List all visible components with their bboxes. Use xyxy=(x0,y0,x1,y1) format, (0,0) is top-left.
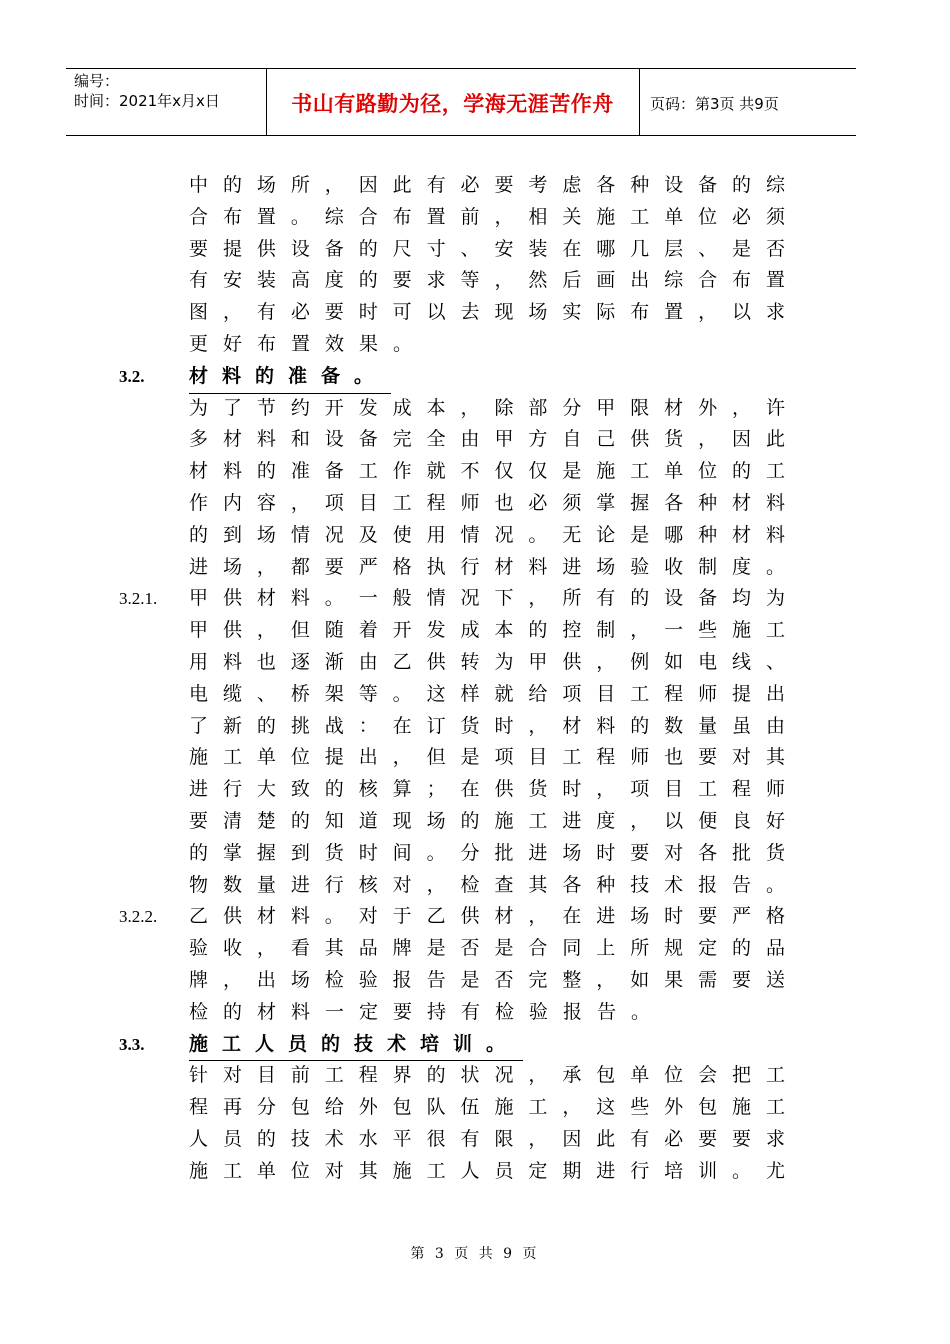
text-line xyxy=(0,552,950,584)
paragraph-line: 针对目前工程界的状况，承包单位会把工 xyxy=(189,1064,785,1087)
paragraph-line: 检的材料一定要持有检验报告。 xyxy=(189,1000,666,1023)
text-line xyxy=(0,711,950,743)
time-label: 时间：2021年x月x日 xyxy=(74,92,220,110)
paragraph-line: 合布置。综合布置前，相关施工单位必须 xyxy=(189,205,785,228)
page-header xyxy=(66,68,856,136)
code-label: 编号： xyxy=(74,72,120,90)
paragraph-line: 了新的挑战：在订货时，材料的数量虽由 xyxy=(189,714,785,737)
paragraph-line: 的掌握到货时间。分批进场时要对各批货 xyxy=(189,841,785,864)
text-line xyxy=(0,901,950,933)
paragraph-line: 图，有必要时可以去现场实际布置，以求 xyxy=(189,301,785,324)
text-line xyxy=(0,647,950,679)
section-title: 施工人员的技术培训。 xyxy=(189,1029,523,1062)
text-line xyxy=(0,1124,950,1156)
text-line xyxy=(0,838,950,870)
text-line xyxy=(0,870,950,902)
text-line xyxy=(0,393,950,425)
text-line xyxy=(0,329,950,361)
text-line xyxy=(0,265,950,297)
paragraph-line: 物数量进行核对，检查其各种技术报告。 xyxy=(189,873,785,896)
text-line xyxy=(0,234,950,266)
paragraph-line: 电缆、桥架等。这样就给项目工程师提出 xyxy=(189,682,785,705)
header-divider xyxy=(639,69,640,135)
text-line xyxy=(0,424,950,456)
paragraph-line: 甲供，但随着开发成本的控制，一些施工 xyxy=(189,619,785,642)
paragraph-line: 甲供材料。一般情况下，所有的设备均为 xyxy=(189,587,785,610)
text-line xyxy=(0,742,950,774)
text-line xyxy=(0,520,950,552)
text-line xyxy=(0,1156,950,1188)
text-line xyxy=(0,997,950,1029)
text-line xyxy=(0,774,950,806)
page-footer: 第 3 页 共 9 页 xyxy=(410,1246,540,1262)
paragraph-line: 进场，都要严格执行材料进场验收制度。 xyxy=(189,555,785,578)
text-line xyxy=(0,806,950,838)
paragraph-line: 验收，看其品牌是否是合同上所规定的品 xyxy=(189,937,785,960)
paragraph-line: 的到场情况及使用情况。无论是哪种材料 xyxy=(189,523,785,546)
section-number: 3.2.1. xyxy=(119,589,158,609)
header-motto: 书山有路勤为径，学海无涯苦作舟 xyxy=(291,92,614,116)
text-line xyxy=(0,297,950,329)
section-heading-3-3 xyxy=(0,1029,950,1061)
text-line xyxy=(0,583,950,615)
section-number: 3.3. xyxy=(119,1034,145,1054)
paragraph-line: 更好布置效果。 xyxy=(189,332,428,355)
paragraph-line: 材料的准备工作就不仅仅是施工单位的工 xyxy=(189,460,785,483)
paragraph-line: 多材料和设备完全由甲方自己供货，因此 xyxy=(189,428,785,451)
paragraph-line: 中的场所，因此有必要考虑各种设备的综 xyxy=(189,174,785,196)
section-title: 材料的准备。 xyxy=(189,361,391,394)
section-number: 3.2.2. xyxy=(119,907,158,927)
paragraph-line: 要提供设备的尺寸、安装在哪几层、是否 xyxy=(189,237,785,260)
paragraph-line: 用料也逐渐由乙供转为甲供，例如电线、 xyxy=(189,650,785,673)
section-heading-3-2 xyxy=(0,361,950,393)
document-body xyxy=(0,170,950,1188)
section-number: 3.2. xyxy=(119,366,145,386)
text-line xyxy=(0,456,950,488)
paragraph-line: 乙供材料。对于乙供材，在进场时要严格 xyxy=(189,905,785,928)
text-line xyxy=(0,615,950,647)
paragraph-line: 为了节约开发成本，除部分甲限材外，许 xyxy=(189,396,785,419)
text-line xyxy=(0,933,950,965)
paragraph-line: 有安装高度的要求等，然后画出综合布置 xyxy=(189,269,785,292)
paragraph-line: 人员的技术水平很有限，因此有必要要求 xyxy=(189,1127,785,1150)
paragraph-line: 作内容，项目工程师也必须掌握各种材料 xyxy=(189,491,785,514)
header-page-label: 页码：第3页 共9页 xyxy=(650,94,779,113)
text-line xyxy=(0,965,950,997)
text-line xyxy=(0,1060,950,1092)
text-line xyxy=(0,488,950,520)
paragraph-line: 施工单位提出，但是项目工程师也要对其 xyxy=(189,746,785,769)
header-meta xyxy=(74,71,220,111)
text-line xyxy=(0,679,950,711)
paragraph-line: 牌，出场检验报告是否完整，如果需要送 xyxy=(189,968,785,991)
text-line xyxy=(0,202,950,234)
paragraph-line: 施工单位对其施工人员定期进行培训。尤 xyxy=(189,1159,785,1182)
paragraph-line: 程再分包给外包队伍施工，这些外包施工 xyxy=(189,1096,785,1119)
text-line xyxy=(0,170,950,202)
text-line xyxy=(0,1092,950,1124)
paragraph-line: 要清楚的知道现场的施工进度，以便良好 xyxy=(189,809,785,832)
paragraph-line: 进行大致的核算；在供货时，项目工程师 xyxy=(189,778,785,801)
